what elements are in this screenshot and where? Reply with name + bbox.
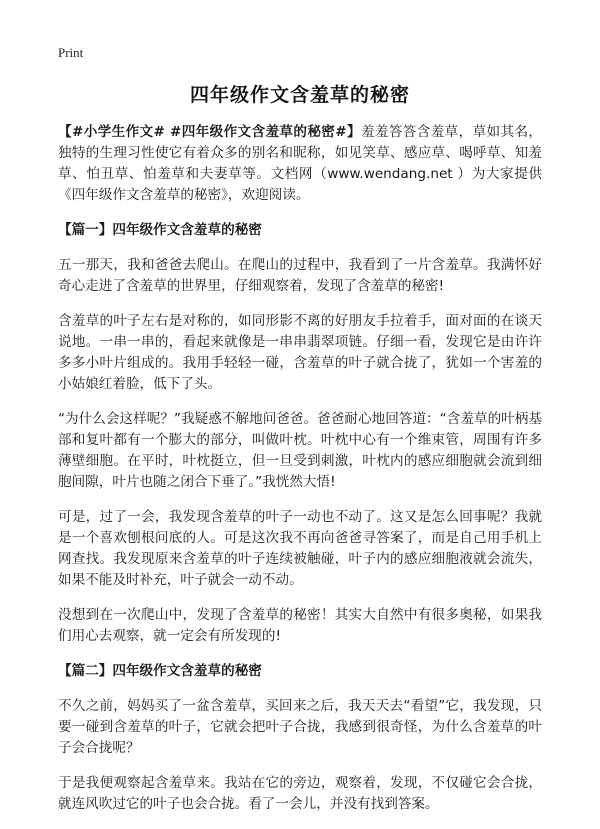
paragraph: “为什么会这样呢？”我疑惑不解地问爸爸。爸爸耐心地回答道：“含羞草的叶柄基部和复叶都有一个膨大的部分，叫做叶枕。叶枕中心有一个维束管，周围有许多薄壁细胞。在平时，叶枕挺立，但一旦受到刺激，叶枕内的感应细胞就会流到细胞间隙，叶片也随之闭合下垂了。”我恍然大悟! [58, 411, 542, 490]
document-body [58, 122, 542, 829]
paragraph: 不久之前，妈妈买了一盆含羞草，买回来之后，我天天去“看望”它，我发现，只要一碰到含羞草的叶子，它就会把叶子合拢，我感到很奇怪，为什么含羞草的叶子会合拢呢？ [58, 698, 542, 756]
paragraph: 含羞草的叶子左右是对称的，如同形影不离的好朋友手拉着手，面对面的在谈天说地。一串一串的，看起来就像是一串串翡翠项链。仔细一看，发现它是由许许多多小叶片组成的。我用手轻轻一碰，含羞草的叶子就合拢了，犹如一个害羞的小姑娘红着脸，低下了头。 [58, 313, 542, 392]
paragraph: 可是，过了一会，我发现含羞草的叶子一动也不动了。这又是怎么回事呢？我就是一个喜欢刨根问底的人。可是这次我不再向爸爸寻答案了，而是自己用手机上网查找。我发现原来含羞草的叶子连续被触碰，叶子内的感应细胞液就会流失，如果不能及时补充，叶子就会一动不动。 [58, 509, 542, 588]
intro-paragraph [58, 122, 542, 206]
paragraph: 没想到在一次爬山中，发现了含羞草的秘密！其实大自然中有很多奥秘，如果我们用心去观察，就一定会有所发现的! [58, 607, 542, 644]
section-heading: 【篇一】四年级作文含羞草的秘密 [58, 222, 262, 238]
intro-text: 羞羞答答含羞草，草如其名，独特的生理习性使它有着众多的别名和昵称，如见笑草、感应草、喝呼草、知羞草、怕丑草、怕羞草和夫妻草等。文档网（www.wendang.net ）为大家提供《四年级作文含羞草的秘密》，欢迎阅读。 [58, 124, 542, 203]
paragraph: 于是我便观察起含羞草来。我站在它的旁边，观察着，发现，不仅碰它会合拢，就连风吹过它的叶子也会合拢。看了一会儿，并没有找到答案。 [58, 775, 542, 812]
intro-tag: 【#小学生作文# #四年级作文含羞草的秘密#】 [58, 124, 361, 140]
section-heading: 【篇二】四年级作文含羞草的秘密 [58, 663, 262, 679]
print-label: Print [58, 45, 84, 60]
paragraph: 五一那天，我和爸爸去爬山。在爬山的过程中，我看到了一片含羞草。我满怀好奇心走进了含羞草的世界里，仔细观察着，发现了含羞草的秘密! [58, 257, 542, 294]
page-title: 四年级作文含羞草的秘密 [189, 84, 410, 106]
